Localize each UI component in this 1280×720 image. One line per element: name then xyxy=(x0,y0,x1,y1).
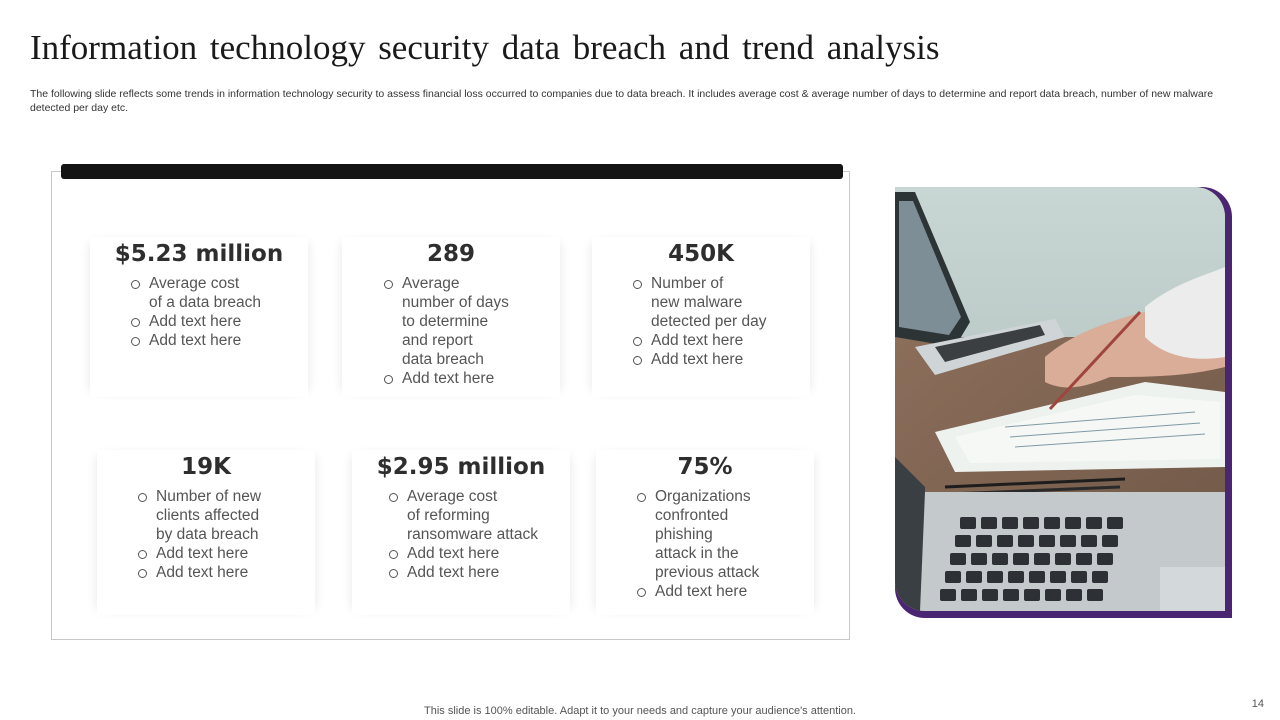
stat-card-ransomware-cost xyxy=(352,450,570,615)
stat-list xyxy=(592,274,810,369)
laptop-workspace-illustration xyxy=(895,187,1225,611)
list-item: Organizations confronted phishing attack in the previous attack xyxy=(655,487,814,582)
list-item: Add text here xyxy=(156,544,315,563)
footer-note: This slide is 100% editable. Adapt it to your needs and capture your audience's attention. xyxy=(424,705,856,717)
stat-value: $2.95 million xyxy=(376,454,546,480)
list-item: Average number of days to determine and report data breach xyxy=(402,274,560,369)
list-item: Add text here xyxy=(655,582,814,601)
stat-card-clients-affected xyxy=(97,450,315,615)
list-item: Add text here xyxy=(407,544,570,563)
slide-title: Information technology security data breach and trend analysis xyxy=(30,28,940,67)
stat-card-avg-breach-cost xyxy=(90,237,308,397)
list-item: Add text here xyxy=(651,331,810,350)
list-item: Add text here xyxy=(651,350,810,369)
stat-list xyxy=(352,487,570,582)
stat-card-days-to-report xyxy=(342,237,560,397)
panel-header-bar xyxy=(61,164,843,179)
stat-list xyxy=(596,487,814,601)
list-item: Add text here xyxy=(149,312,308,331)
list-item: Number of new clients affected by data breach xyxy=(156,487,315,544)
list-item: Add text here xyxy=(402,369,560,388)
list-item: Average cost of reforming ransomware attack xyxy=(407,487,570,544)
stat-value: $5.23 million xyxy=(114,241,284,267)
stat-list xyxy=(90,274,308,350)
stat-value: 19K xyxy=(181,454,231,480)
stat-list xyxy=(97,487,315,582)
stat-card-new-malware xyxy=(592,237,810,397)
stat-value: 75% xyxy=(677,454,733,480)
stat-list xyxy=(342,274,560,388)
stat-value: 289 xyxy=(426,241,475,267)
list-item: Average cost of a data breach xyxy=(149,274,308,312)
list-item: Add text here xyxy=(407,563,570,582)
slide-subtitle: The following slide reflects some trends in information technology security to assess financial loss occurred to companies due to data breach. It includes average cost & average number of days to determine and report data breach, number of new malware detected per day etc. xyxy=(30,88,1214,114)
list-item: Add text here xyxy=(149,331,308,350)
stat-value: 450K xyxy=(668,241,734,267)
list-item: Add text here xyxy=(156,563,315,582)
stat-card-phishing xyxy=(596,450,814,615)
laptop-workspace-photo xyxy=(895,187,1225,611)
list-item: Number of new malware detected per day xyxy=(651,274,810,331)
page-number: 14 xyxy=(1251,698,1264,710)
